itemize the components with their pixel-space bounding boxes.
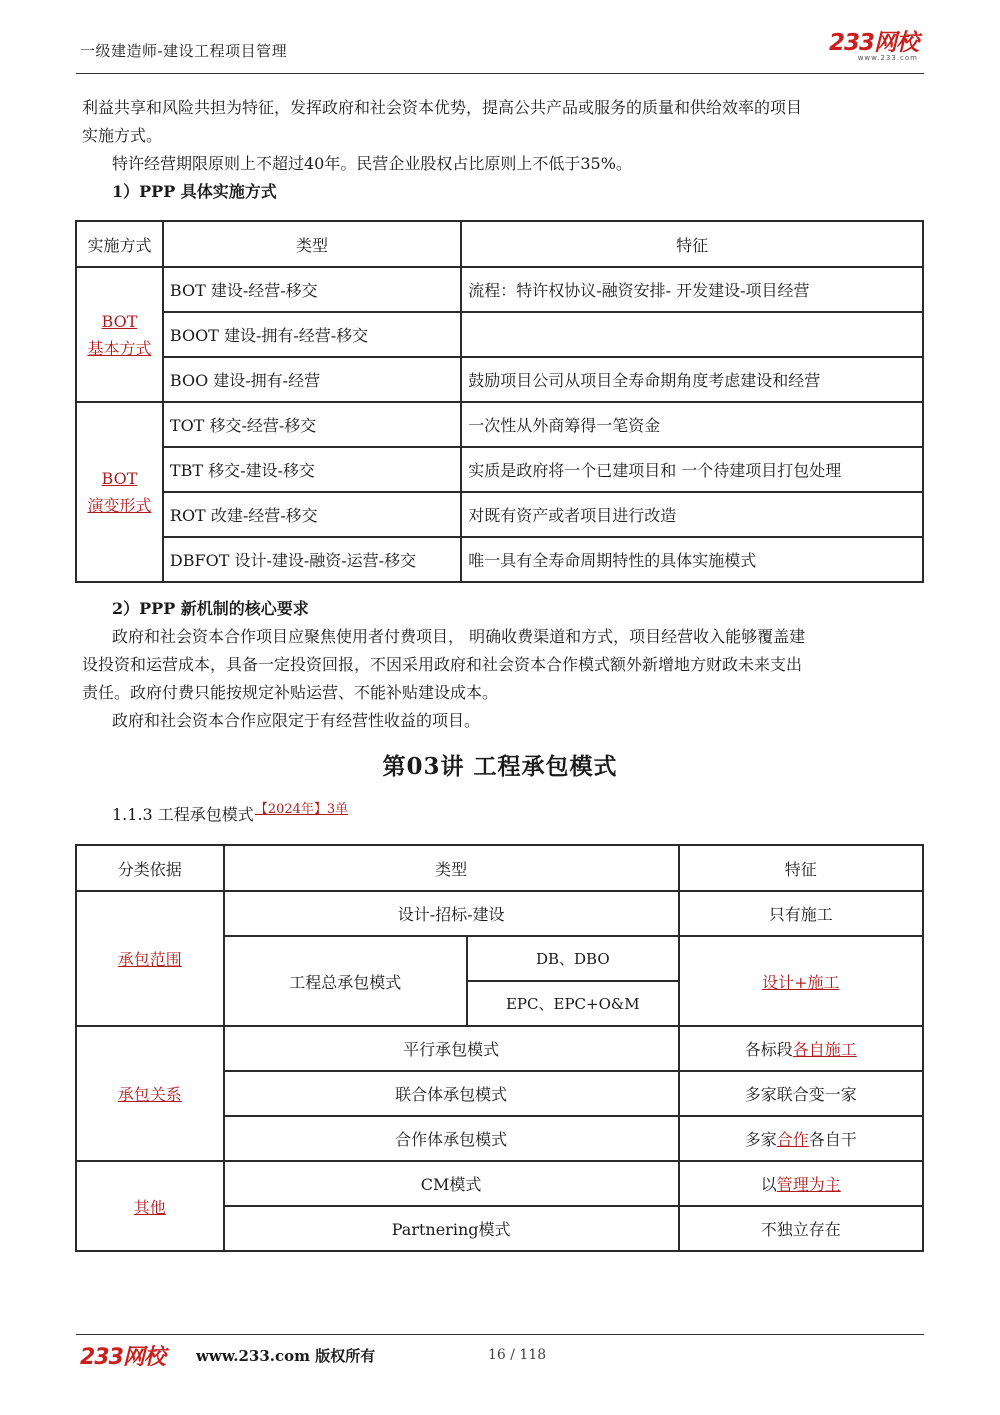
type-cell: 平行承包模式 bbox=[224, 1026, 679, 1071]
feature-cell bbox=[461, 312, 923, 357]
logo-text: 233网校 bbox=[828, 30, 918, 56]
table-header-row bbox=[76, 845, 923, 891]
category-label-line1[interactable]: BOT bbox=[101, 469, 138, 488]
requirements-para-line-2: 设投资和运营成本，具备一定投资回报，不因采用政府和社会资本合作模式额外新增地方财政未来支出 bbox=[82, 655, 803, 674]
table-row bbox=[76, 1161, 923, 1206]
table-row bbox=[76, 447, 923, 492]
feature-cell: 对既有资产或者项目进行改造 bbox=[461, 492, 923, 537]
requirements-para-line-3: 责任。政府付费只能按规定补贴运营、不能补贴建设成本。 bbox=[82, 683, 499, 702]
category-label-line2[interactable]: 基本方式 bbox=[87, 338, 152, 358]
feature-text: 各自干 bbox=[808, 1130, 857, 1149]
subtype-cell: EPC、EPC+O&M bbox=[467, 981, 679, 1026]
feature-cell: 不独立存在 bbox=[679, 1206, 923, 1251]
type-cell: 设计-招标-建设 bbox=[224, 891, 679, 936]
brand-logo[interactable] bbox=[829, 30, 918, 62]
header-cell: 特征 bbox=[461, 221, 923, 267]
header-cell: 类型 bbox=[163, 221, 461, 267]
feature-cell: 流程：特许权协议-融资安排- 开发建设-项目经营 bbox=[461, 267, 923, 312]
feature-text: 各标段 bbox=[744, 1040, 793, 1059]
document-title: 一级建造师-建设工程项目管理 bbox=[80, 42, 288, 60]
header-cell: 实施方式 bbox=[76, 221, 163, 267]
type-cell: ROT 改建-经营-移交 bbox=[163, 492, 461, 537]
category-label[interactable]: 承包关系 bbox=[117, 1085, 182, 1104]
table-row bbox=[76, 312, 923, 357]
page-footer bbox=[76, 1334, 924, 1374]
category-label[interactable]: 承包范围 bbox=[117, 950, 182, 969]
sub-heading bbox=[112, 802, 348, 825]
ppp-methods-table bbox=[75, 220, 924, 583]
feature-cell bbox=[679, 1026, 923, 1071]
category-cell bbox=[76, 891, 224, 1026]
feature-cell: 实质是政府将一个已建项目和 一个待建项目打包处理 bbox=[461, 447, 923, 492]
feature-cell bbox=[679, 936, 923, 1026]
category-cell bbox=[76, 1161, 224, 1251]
ppp-requirements-heading: 2）PPP 新机制的核心要求 bbox=[112, 599, 309, 618]
category-label[interactable]: 其他 bbox=[133, 1197, 166, 1217]
page-header bbox=[76, 28, 924, 74]
category-cell bbox=[76, 267, 163, 402]
feature-cell: 鼓励项目公司从项目全寿命期角度考虑建设和经营 bbox=[461, 357, 923, 402]
exam-tag[interactable]: 【2024年】3单 bbox=[254, 802, 349, 817]
feature-highlight[interactable]: 合作 bbox=[776, 1130, 809, 1149]
requirements-para-2: 政府和社会资本合作应限定于有经营性收益的项目。 bbox=[112, 711, 481, 730]
feature-text: 以 bbox=[760, 1175, 777, 1194]
type-cell: BOO 建设-拥有-经营 bbox=[163, 357, 461, 402]
category-cell bbox=[76, 1026, 224, 1161]
feature-cell: 一次性从外商筹得一笔资金 bbox=[461, 402, 923, 447]
contracting-modes-table bbox=[75, 844, 924, 1252]
type-cell: BOOT 建设-拥有-经营-移交 bbox=[163, 312, 461, 357]
logo-url: www.233.com bbox=[857, 54, 918, 62]
type-cell: 工程总承包模式 bbox=[224, 936, 467, 1026]
section-title: 第03讲 工程承包模式 bbox=[382, 753, 618, 780]
header-cell: 类型 bbox=[224, 845, 679, 891]
footer-logo[interactable]: 233网校 bbox=[80, 1345, 165, 1370]
feature-highlight[interactable]: 各自施工 bbox=[792, 1040, 857, 1059]
intro-line-3: 特许经营期限原则上不超过40年。民营企业股权占比原则上不低于35%。 bbox=[112, 154, 632, 173]
feature-highlight[interactable]: 管理为主 bbox=[776, 1175, 841, 1194]
category-cell bbox=[76, 402, 163, 582]
page-number: 16 / 118 bbox=[488, 1347, 547, 1363]
table-row bbox=[76, 267, 923, 312]
intro-line-2: 实施方式。 bbox=[82, 126, 163, 145]
category-label-line1[interactable]: BOT bbox=[101, 311, 138, 331]
type-cell: 联合体承包模式 bbox=[224, 1071, 679, 1116]
type-cell: TBT 移交-建设-移交 bbox=[163, 447, 461, 492]
type-cell: BOT 建设-经营-移交 bbox=[163, 267, 461, 312]
table-row bbox=[76, 537, 923, 582]
footer-copyright: www.233.com 版权所有 bbox=[196, 1347, 376, 1365]
feature-cell: 只有施工 bbox=[679, 891, 923, 936]
category-label-line2[interactable]: 演变形式 bbox=[87, 496, 152, 515]
feature-cell bbox=[679, 1116, 923, 1161]
table-row bbox=[76, 492, 923, 537]
type-cell: CM模式 bbox=[224, 1161, 679, 1206]
header-cell: 分类依据 bbox=[76, 845, 224, 891]
type-cell: 合作体承包模式 bbox=[224, 1116, 679, 1161]
table-row bbox=[76, 402, 923, 447]
feature-cell: 唯一具有全寿命周期特性的具体实施模式 bbox=[461, 537, 923, 582]
feature-cell bbox=[679, 1161, 923, 1206]
sub-heading-text: 1.1.3 工程承包模式 bbox=[112, 805, 254, 824]
subtype-cell: DB、DBO bbox=[467, 936, 679, 981]
type-cell: Partnering模式 bbox=[224, 1206, 679, 1251]
feature-text: 多家 bbox=[744, 1130, 777, 1149]
header-cell: 特征 bbox=[679, 845, 923, 891]
table-header-row bbox=[76, 221, 923, 267]
table-row bbox=[76, 357, 923, 402]
ppp-methods-heading: 1）PPP 具体实施方式 bbox=[112, 182, 277, 201]
feature-cell: 多家联合变一家 bbox=[679, 1071, 923, 1116]
type-cell: TOT 移交-经营-移交 bbox=[163, 402, 461, 447]
feature-highlight[interactable]: 设计+施工 bbox=[762, 972, 840, 992]
table-row bbox=[76, 1026, 923, 1071]
intro-line-1: 利益共享和风险共担为特征，发挥政府和社会资本优势，提高公共产品或服务的质量和供给效率的项目 bbox=[82, 98, 803, 117]
type-cell: DBFOT 设计-建设-融资-运营-移交 bbox=[163, 537, 461, 582]
table-row bbox=[76, 891, 923, 936]
requirements-para-line-1: 政府和社会资本合作项目应聚焦使用者付费项目， 明确收费渠道和方式，项目经营收入能够覆盖建 bbox=[112, 627, 806, 646]
